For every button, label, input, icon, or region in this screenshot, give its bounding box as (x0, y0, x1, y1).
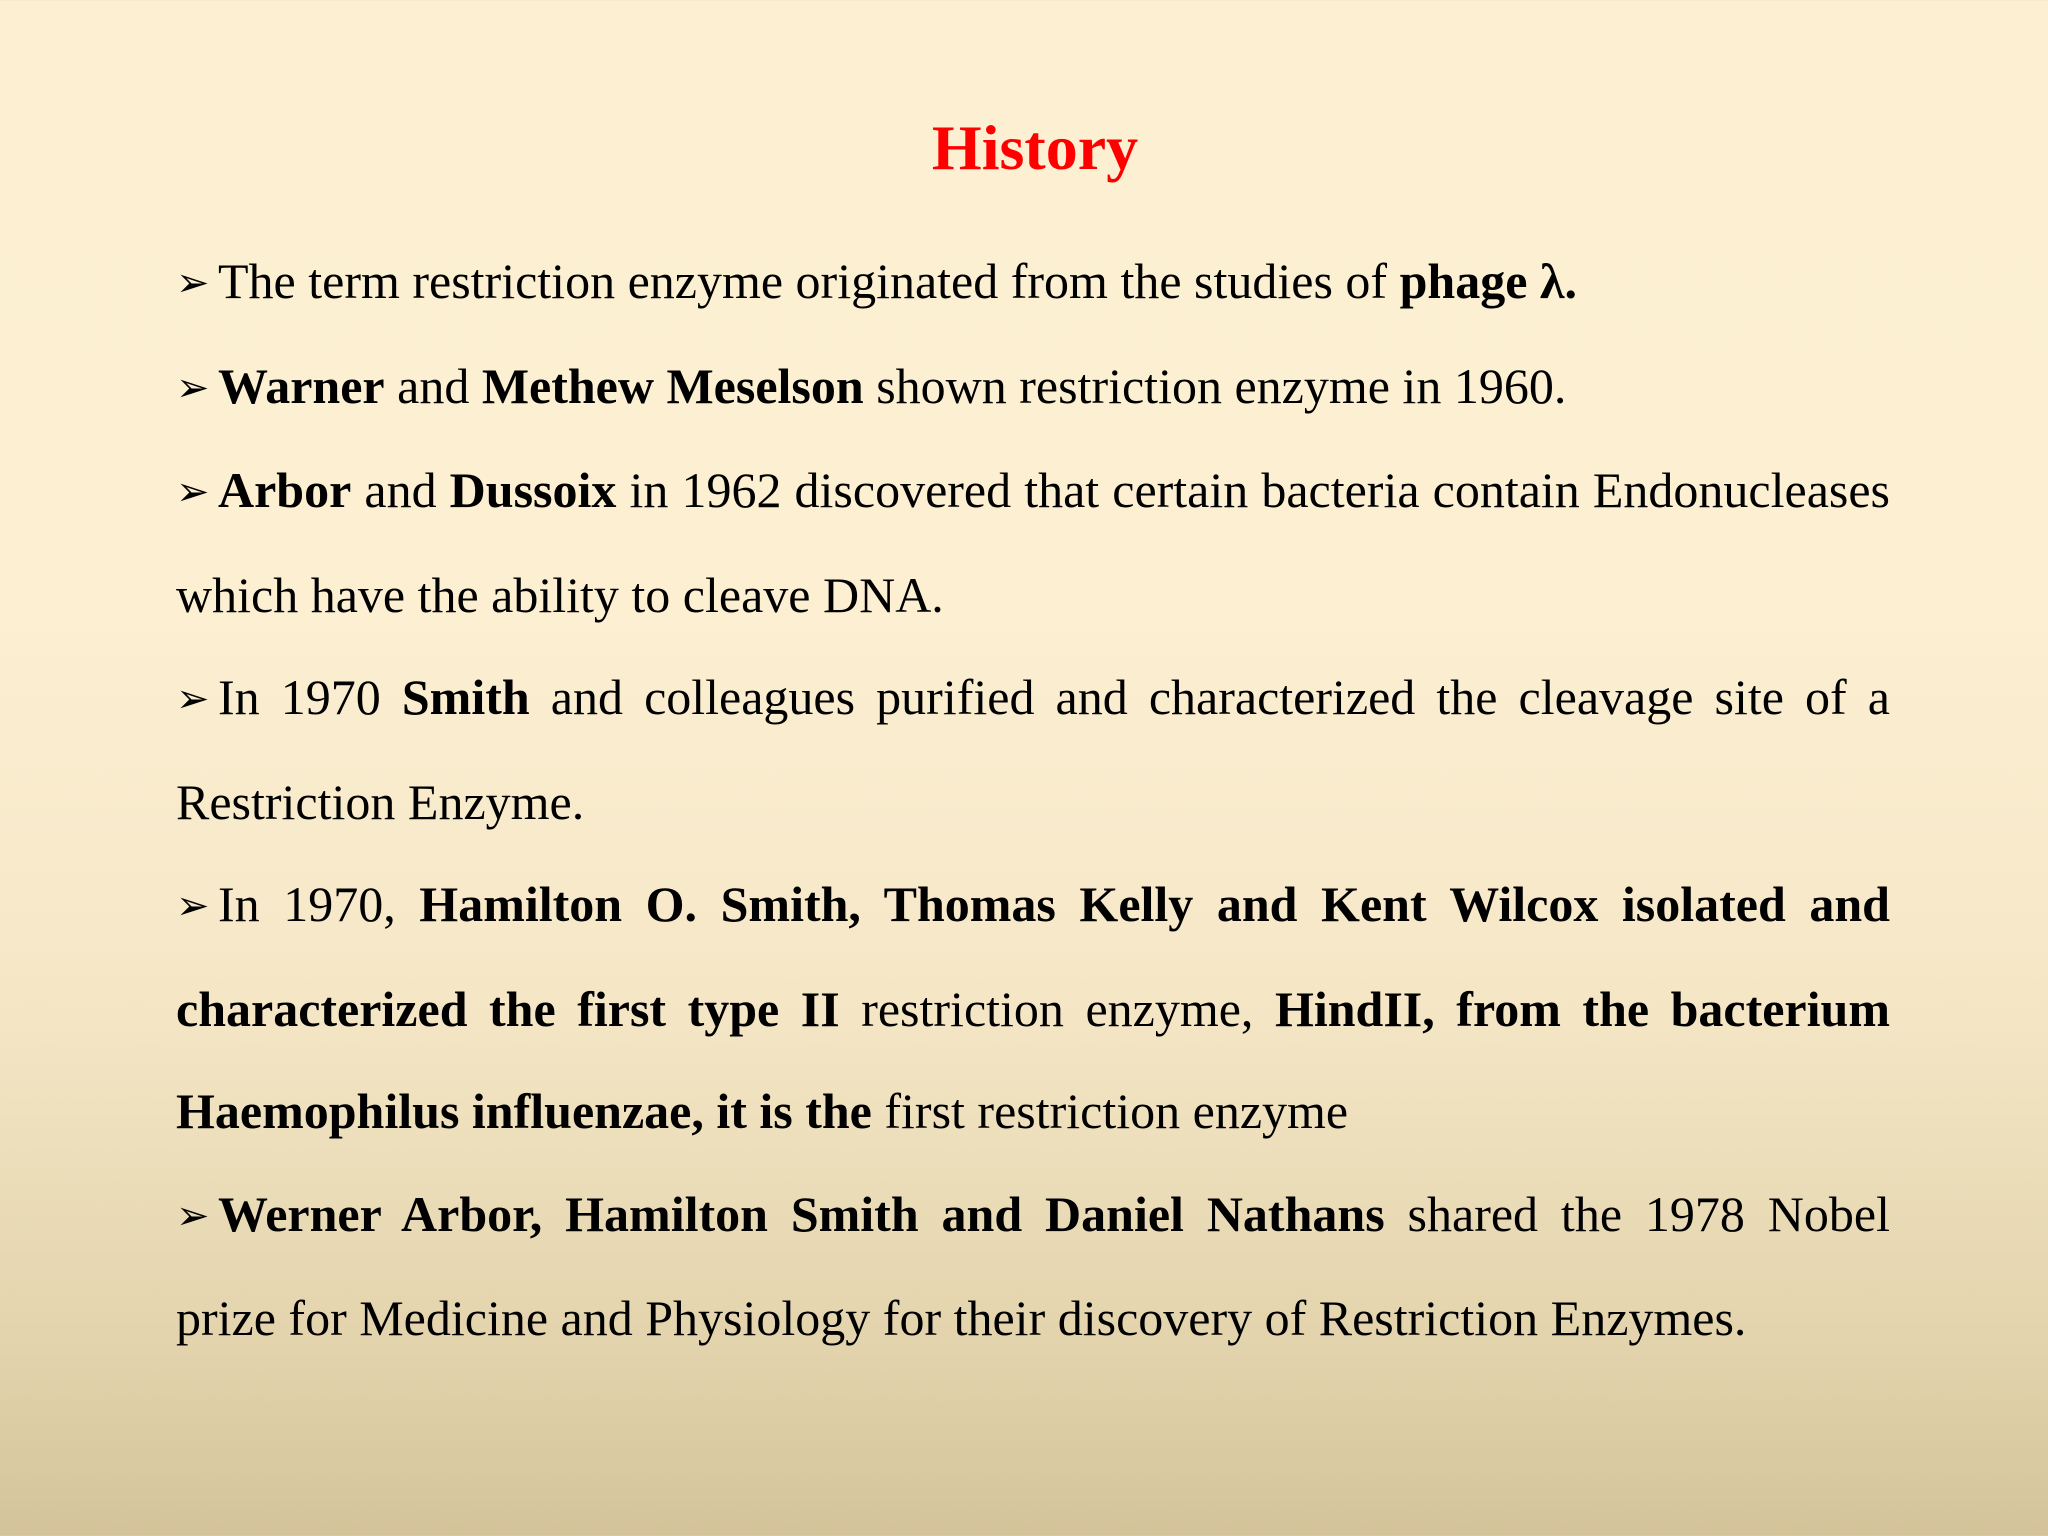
arrow-bullet-icon: ➢ (176, 1192, 210, 1239)
bullet-text-bold: HindII, from the bacterium Haemophilus influenzae, it is the (176, 980, 1890, 1139)
bullet-text: in 1962 discovered that certain bacteria contain Endonucleases which have the ability to cleave DNA. (176, 462, 1890, 623)
bullet-item (176, 230, 1890, 335)
bullet-text: restriction enzyme, (839, 980, 1275, 1037)
bullet-item (176, 439, 1890, 646)
bullet-text: In 1970 (218, 669, 402, 725)
bullet-text: first restriction enzyme (871, 1083, 1349, 1139)
bullet-text-bold: Warner (218, 357, 385, 414)
bullet-text: In 1970, (218, 876, 420, 932)
bullet-text-bold: Smith (401, 669, 530, 725)
bullet-item (176, 335, 1890, 440)
bullet-text: The term restriction enzyme originated from the studies of (218, 253, 1400, 309)
arrow-bullet-icon: ➢ (176, 883, 210, 929)
arrow-bullet-icon: ➢ (176, 676, 210, 722)
bullet-item (176, 646, 1890, 853)
bullet-text-bold: Dussoix (449, 462, 617, 518)
bullet-text-bold: Arbor (218, 462, 352, 518)
bullet-text: and (384, 357, 482, 414)
arrow-bullet-icon: ➢ (176, 364, 210, 411)
bullet-text-bold: Werner Arbor, Hamilton Smith and Daniel Nathans (218, 1185, 1385, 1242)
bullet-text: and (351, 462, 450, 518)
bullet-text-bold: phage λ. (1399, 253, 1577, 309)
arrow-bullet-icon: ➢ (176, 260, 210, 306)
bullet-text-bold: Methew Meselson (481, 357, 864, 414)
slide-title: History (931, 112, 1139, 183)
bullet-text: shown restriction enzyme in 1960. (863, 357, 1567, 414)
arrow-bullet-icon: ➢ (176, 469, 210, 515)
bullet-text: and colleagues purified and characterized the cleavage site of a Restriction Enzyme. (176, 669, 1890, 830)
bullet-text-bold: Hamilton O. Smith, Thomas Kelly and Kent Wilcox isolated and characterized the first type II (176, 876, 1890, 1037)
bullet-list (176, 230, 1890, 1370)
bullet-text: shared the 1978 Nobel prize for Medicine and Physiology for their discovery of Restriction Enzymes. (176, 1185, 1890, 1346)
bullet-item (176, 1163, 1890, 1370)
bullet-item (176, 853, 1890, 1163)
